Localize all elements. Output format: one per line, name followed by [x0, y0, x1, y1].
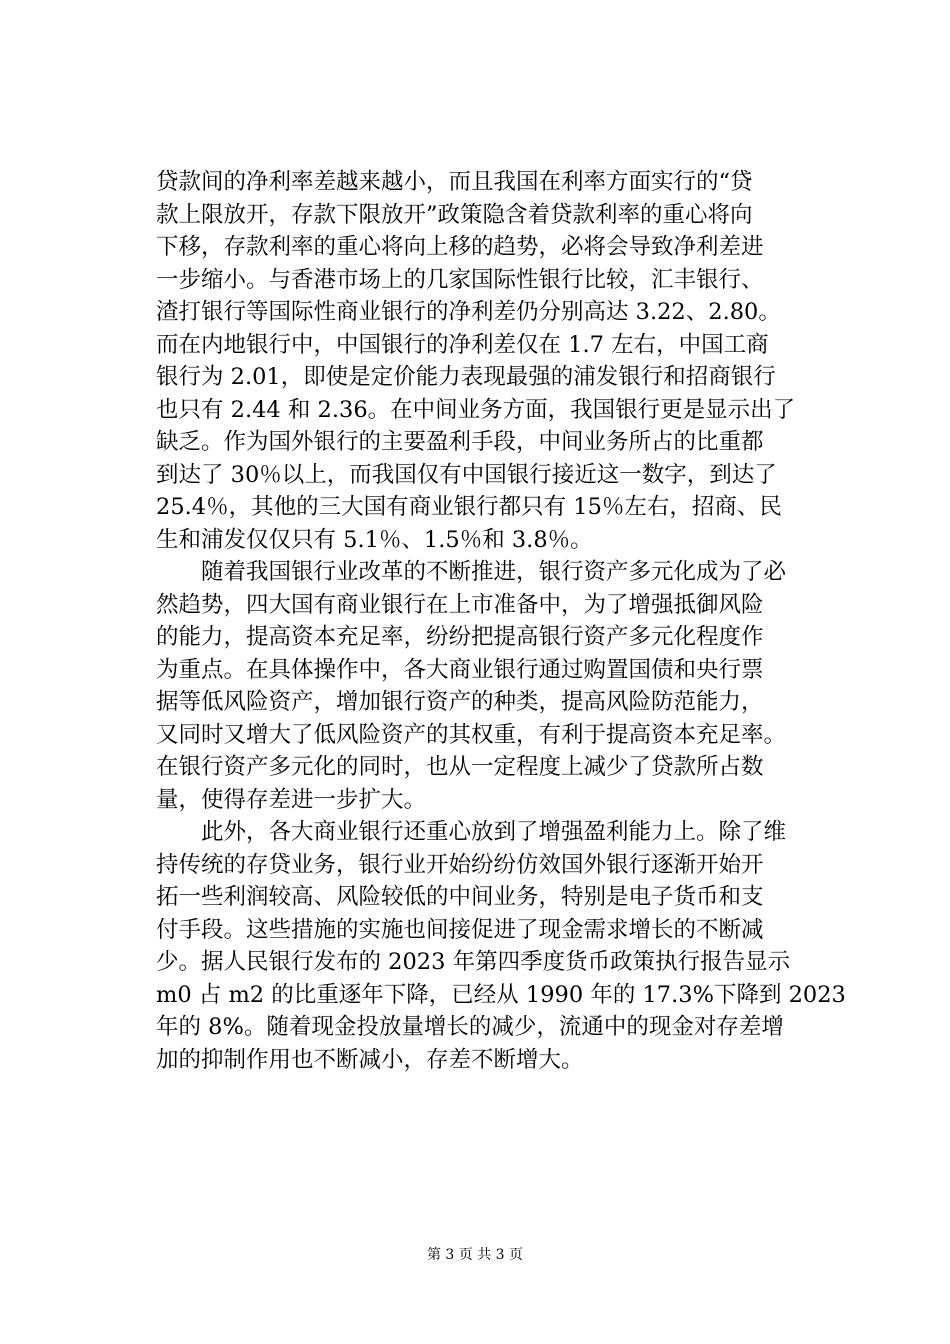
text-line: 的能力，提高资本充足率，纷纷把提高银行资产多元化程度作 [156, 624, 764, 650]
text-line: 缺乏。作为国外银行的主要盈利手段，中间业务所占的比重都 [156, 429, 764, 455]
text-line: 又同时又增大了低风险资产的其权重，有利于提高资本充足率。 [156, 721, 787, 748]
page-number: 第 3 页 共 3 页 [426, 1247, 524, 1263]
text-line: 少。据人民银行发布的 2023 年第四季度货币政策执行报告显示 [156, 949, 791, 975]
text-line: 也只有 2.44 和 2.36。在中间业务方面，我国银行更是显示出了 [156, 396, 796, 423]
text-line: 一步缩小。与香港市场上的几家国际性银行比较，汇丰银行、 [156, 266, 764, 293]
text-line: 然趋势，四大国有商业银行在上市准备中，为了增强抵御风险 [156, 591, 764, 618]
text-line: 付手段。这些措施的实施也间接促进了现金需求增长的不断减 [156, 916, 764, 943]
text-line: 渣打银行等国际性商业银行的净利差仍分别高达 3.22、2.80。 [156, 299, 781, 325]
text-line: 持传统的存贷业务，银行业开始纷纷仿效国外银行逐渐开始开 [156, 851, 764, 878]
text-line: 此外，各大商业银行还重心放到了增强盈利能力上。除了维 [201, 819, 787, 845]
text-line: 贷款间的净利率差越来越小，而且我国在利率方面实行的“贷 [156, 169, 753, 195]
paragraph-1 [156, 166, 836, 556]
document-body [156, 166, 846, 1076]
text-line: 随着我国银行业改革的不断推进，银行资产多元化成为了必 [201, 559, 787, 585]
page-footer [0, 1245, 950, 1265]
text-line: 到达了 30％以上，而我国仅有中国银行接近这一数字，到达了 [156, 461, 777, 488]
text-line: 拓一些利润较高、风险较低的中间业务，特别是电子货币和支 [156, 884, 764, 910]
text-line: 为重点。在具体操作中，各大商业银行通过购置国债和央行票 [156, 656, 764, 683]
text-line: 在银行资产多元化的同时，也从一定程度上减少了贷款所占数 [156, 754, 764, 780]
text-line: 下移，存款利率的重心将向上移的趋势，必将会导致净利差进 [156, 234, 764, 260]
text-line: 据等低风险资产，增加银行资产的种类，提高风险防范能力， [156, 689, 764, 715]
text-line: 量，使得存差进一步扩大。 [156, 786, 427, 813]
paragraph-3 [156, 816, 846, 1076]
text-line: m0 占 m2 的比重逐年下降，已经从 1990 年的 17.3%下降到 2023 [156, 981, 846, 1008]
text-line: 款上限放开，存款下限放开”政策隐含着贷款利率的重心将向 [156, 201, 753, 228]
text-line: 生和浦发仅仅只有 5.1％、1.5％和 3.8％。 [156, 526, 593, 553]
text-line: 25.4％，其他的三大国有商业银行都只有 15％左右，招商、民 [156, 494, 782, 520]
text-line: 而在内地银行中，中国银行的净利差仅在 1.7 左右，中国工商 [156, 331, 769, 358]
text-line: 加的抑制作用也不断减小，存差不断增大。 [156, 1046, 584, 1073]
text-line: 年的 8%。随着现金投放量增长的减少，流通中的现金对存差增 [156, 1014, 784, 1040]
paragraph-2 [156, 556, 836, 816]
text-line: 银行为 2.01，即使是定价能力表现最强的浦发银行和招商银行 [156, 364, 776, 390]
